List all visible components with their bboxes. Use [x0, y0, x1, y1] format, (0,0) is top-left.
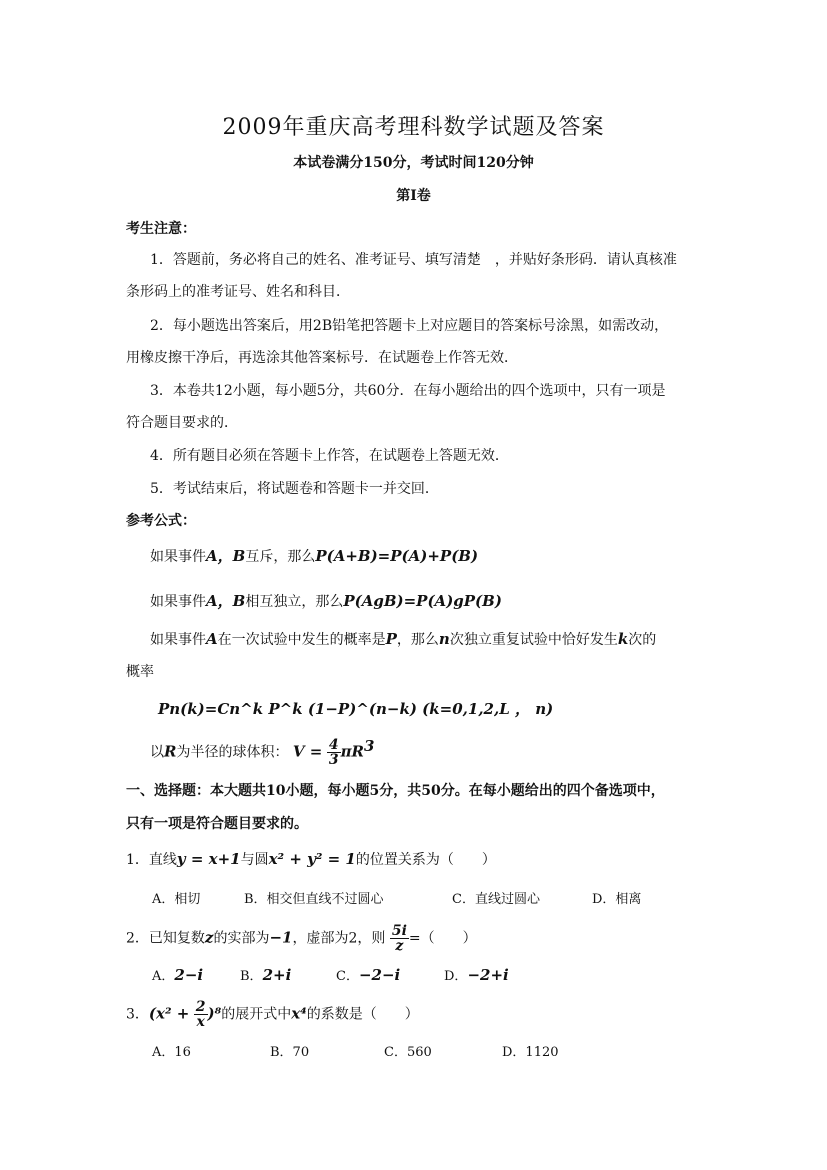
q1-option-a: A．相切: [152, 892, 201, 907]
notice-line: 4．所有题目必须在答题卡上作答，在试题卷上答题无效．: [150, 448, 509, 464]
formula-exclusive: 如果事件A，B互斥，那么P(A+B)=P(A)+P(B): [150, 547, 479, 565]
question-3: 3．(x² + $\frac{2}{x}$ )⁸的展开式中x⁴的系数是（ ）: [126, 999, 419, 1030]
q3-option-b: B．70: [270, 1045, 310, 1060]
formula-heading: 参考公式：: [126, 513, 196, 529]
q3-option-a: A．16: [152, 1045, 191, 1060]
q3-option-c: C．560: [384, 1045, 432, 1060]
notice-line: 2．每小题选出答案后，用2B铅笔把答题卡上对应题目的答案标号涂黑，如需改动，: [150, 318, 669, 334]
notice-line: 5．考试结束后，将试题卷和答题卡一并交回．: [150, 481, 439, 497]
notice-line: 3．本卷共12小题，每小题5分，共60分．在每小题给出的四个选项中，只有一项是: [150, 383, 666, 399]
formula-sphere-volume: 以R为半径的球体积： V = $\frac{4}{3}$ $\pi R^3$: [150, 736, 375, 768]
q2-option-a: A．2−i: [152, 966, 204, 984]
formula-independent: 如果事件A，B相互独立，那么P(AgB)=P(A)gP(B): [150, 592, 502, 610]
notice-heading: 考生注意：: [126, 221, 196, 237]
document-title: 2009年重庆高考理科数学试题及答案: [222, 115, 605, 140]
formula-binomial-text-cont: 概率: [126, 664, 154, 680]
q2-option-c: C．−2−i: [336, 966, 401, 984]
q1-option-c: C．直线过圆心: [452, 892, 540, 907]
notice-line: 用橡皮擦干净后，再选涂其他答案标号．在试题卷上作答无效．: [126, 350, 518, 366]
question-2: 2．已知复数z的实部为−1，虚部为2，则 $\frac{5i}{z}$ =（ ）: [126, 923, 477, 954]
notice-line: 符合题目要求的．: [126, 415, 238, 431]
q2-option-b: B．2+i: [240, 966, 292, 984]
formula-binomial-text: 如果事件A在一次试验中发生的概率是P，那么n次独立重复试验中恰好发生k次的: [150, 630, 657, 648]
section-heading: 一、选择题：本大题共10小题，每小题5分，共50分。在每小题给出的四个备选项中，: [126, 783, 665, 799]
exam-info: 本试卷满分150分，考试时间120分钟: [293, 155, 534, 171]
formula-binomial: Pn(k)=Cn^k P^k (1−P)^(n−k) (k=0,1,2,L ， n): [158, 700, 554, 718]
question-1: 1．直线y = x+1与圆x² + y² = 1的位置关系为（ ）: [126, 850, 496, 868]
section-heading-cont: 只有一项是符合题目要求的。: [126, 816, 308, 832]
q1-option-b: B．相交但直线不过圆心: [244, 892, 384, 907]
q3-option-d: D．1120: [502, 1045, 559, 1060]
notice-line: 条形码上的准考证号、姓名和科目．: [126, 284, 350, 300]
volume-label: 第Ⅰ卷: [396, 188, 431, 204]
notice-line: 1．答题前，务必将自己的姓名、准考证号、填写清楚 ，并贴好条形码．请认真核准: [150, 252, 677, 268]
q2-option-d: D．−2+i: [444, 966, 509, 984]
q1-option-d: D．相离: [592, 892, 642, 907]
